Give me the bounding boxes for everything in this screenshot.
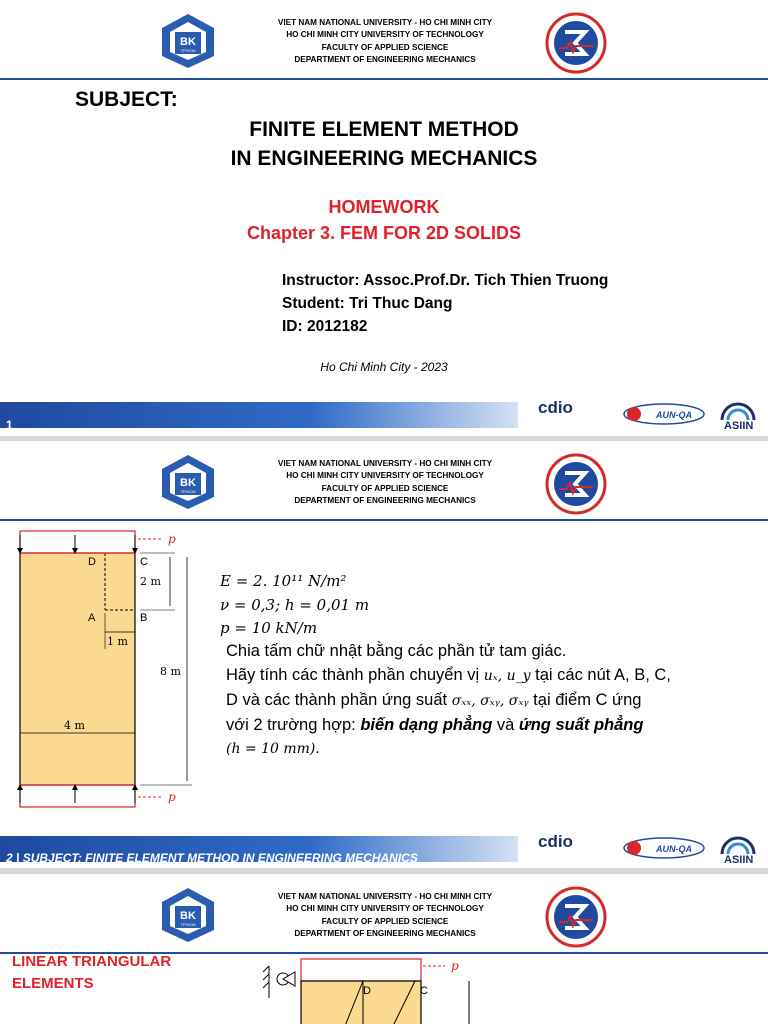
- instructor-line: Instructor: Assoc.Prof.Dr. Tich Thien Truong: [282, 272, 609, 289]
- plate-diagram: [0, 521, 215, 821]
- asiin-logo-text: ASIIN: [724, 854, 754, 866]
- faculty-seal-icon: [545, 453, 607, 515]
- accreditation-logos: [530, 394, 768, 434]
- slide-number: 1: [6, 418, 13, 432]
- accreditation-logos: [530, 828, 768, 868]
- header-line-3: FACULTY OF APPLIED SCIENCE: [321, 483, 449, 493]
- header-line-4: DEPARTMENT OF ENGINEERING MECHANICS: [294, 55, 476, 65]
- subject-label: SUBJECT:: [75, 88, 178, 111]
- node-d-label: D: [363, 985, 371, 997]
- load-label-bottom: p: [168, 790, 176, 804]
- node-a-label: A: [88, 612, 96, 624]
- bk-logo-text: BK: [180, 910, 196, 922]
- header-line-4: DEPARTMENT OF ENGINEERING MECHANICS: [294, 496, 476, 506]
- text-line-4: với 2 trường hợp: biến dạng phẳng và ứng suất phẳng: [226, 716, 644, 734]
- bk-logo-sub: TP.HCM: [180, 48, 196, 53]
- load-label-top: p: [168, 532, 176, 546]
- cdio-logo: cdio: [538, 832, 573, 851]
- footer-bar: [0, 402, 518, 432]
- slide-3: [0, 874, 768, 1024]
- title-line-1: FINITE ELEMENT METHOD: [249, 118, 519, 141]
- slide-footer: [0, 392, 768, 434]
- header-line-1: VIET NAM NATIONAL UNIVERSITY - HO CHI MINH CITY: [277, 459, 493, 468]
- header-line-3: FACULTY OF APPLIED SCIENCE: [321, 916, 449, 926]
- slide-header: [0, 0, 768, 78]
- bk-logo-text: BK: [180, 36, 196, 48]
- university-header: [200, 891, 570, 941]
- text-line-3: D và các thành phần ứng suất σₓₓ, σₓᵧ, σₓᵧ tại điểm C ứng: [226, 691, 642, 709]
- university-header: [200, 458, 570, 508]
- aun-qa-logo-icon: [622, 402, 706, 426]
- title-line-2: IN ENGINEERING MECHANICS: [230, 147, 538, 170]
- node-b-label: B: [140, 612, 148, 624]
- student-line: Student: Tri Thuc Dang: [282, 295, 453, 312]
- footer-bar: [0, 836, 518, 865]
- load-label: p: [451, 959, 459, 973]
- text-line-1: Chia tấm chữ nhật bằng các phần tử tam giác.: [226, 642, 567, 660]
- node-c-label: C: [140, 556, 148, 568]
- aun-qa-logo-icon: [622, 836, 706, 860]
- bk-logo-text: BK: [180, 477, 196, 489]
- header-line-2: HO CHI MINH CITY UNIVERSITY OF TECHNOLOGY: [286, 471, 484, 481]
- faculty-seal-icon: [545, 886, 607, 948]
- header-line-3: FACULTY OF APPLIED SCIENCE: [321, 42, 449, 52]
- node-c-label: C: [420, 985, 428, 997]
- header-rule: [0, 78, 768, 80]
- slide-footer: [0, 826, 768, 868]
- header-line-2: HO CHI MINH CITY UNIVERSITY OF TECHNOLOGY: [286, 30, 484, 40]
- eq-youngs-modulus: E = 2. 10¹¹ N/m²: [220, 572, 347, 590]
- header-line-1: VIET NAM NATIONAL UNIVERSITY - HO CHI MINH CITY: [277, 18, 493, 27]
- slide-header: [0, 874, 768, 952]
- slide-1: [0, 0, 768, 436]
- dim-8m-label: 8 m: [160, 665, 181, 678]
- city-year: Ho Chi Minh City - 2023: [320, 360, 448, 374]
- slide-header: [0, 441, 768, 519]
- problem-text: [226, 639, 756, 761]
- homework-title: HOMEWORK: [328, 197, 440, 217]
- footer-subject: 2 | SUBJECT: FINITE ELEMENT METHOD IN ENGINEERING MECHANICS: [6, 851, 418, 865]
- slide-2: [0, 441, 768, 868]
- bk-logo-sub: TP.HCM: [180, 489, 196, 494]
- heading-line-1: LINEAR TRIANGULAR: [12, 953, 172, 970]
- faculty-seal-icon: [545, 12, 607, 74]
- plate-rectangle: [301, 981, 421, 1024]
- section-heading: [12, 951, 171, 995]
- dim-2m-label: 2 m: [140, 575, 161, 588]
- cdio-logo: cdio: [538, 398, 573, 417]
- triangular-mesh-diagram: [255, 956, 495, 1024]
- text-line-5: (h = 10 mm).: [226, 741, 320, 757]
- eq-poisson-thickness: ν = 0,3; h = 0,01 m: [220, 596, 370, 614]
- heading-line-2: ELEMENTS: [12, 975, 94, 992]
- dim-1m-label: 1 m: [107, 635, 128, 648]
- top-load-box: [301, 959, 421, 981]
- text-line-2: Hãy tính các thành phần chuyển vị uₓ, u_y tại các nút A, B, C,: [226, 666, 671, 684]
- top-load-box: [20, 531, 135, 553]
- header-line-2: HO CHI MINH CITY UNIVERSITY OF TECHNOLOGY: [286, 904, 484, 914]
- dim-4m-label: 4 m: [64, 719, 85, 732]
- node-d-label: D: [88, 556, 96, 568]
- aun-qa-text: AUN-QA: [656, 410, 692, 420]
- header-line-1: VIET NAM NATIONAL UNIVERSITY - HO CHI MINH CITY: [277, 892, 493, 901]
- id-line: ID: 2012182: [282, 318, 368, 335]
- university-header: [200, 17, 570, 67]
- header-line-4: DEPARTMENT OF ENGINEERING MECHANICS: [294, 929, 476, 939]
- eq-load: p = 10 kN/m: [220, 619, 318, 637]
- bottom-load-box: [20, 785, 135, 807]
- asiin-logo-text: ASIIN: [724, 420, 754, 432]
- plate-rectangle: [20, 553, 135, 785]
- aun-qa-text: AUN-QA: [656, 844, 692, 854]
- chapter-title: Chapter 3. FEM FOR 2D SOLIDS: [246, 223, 522, 243]
- bk-logo-sub: TP.HCM: [180, 922, 196, 927]
